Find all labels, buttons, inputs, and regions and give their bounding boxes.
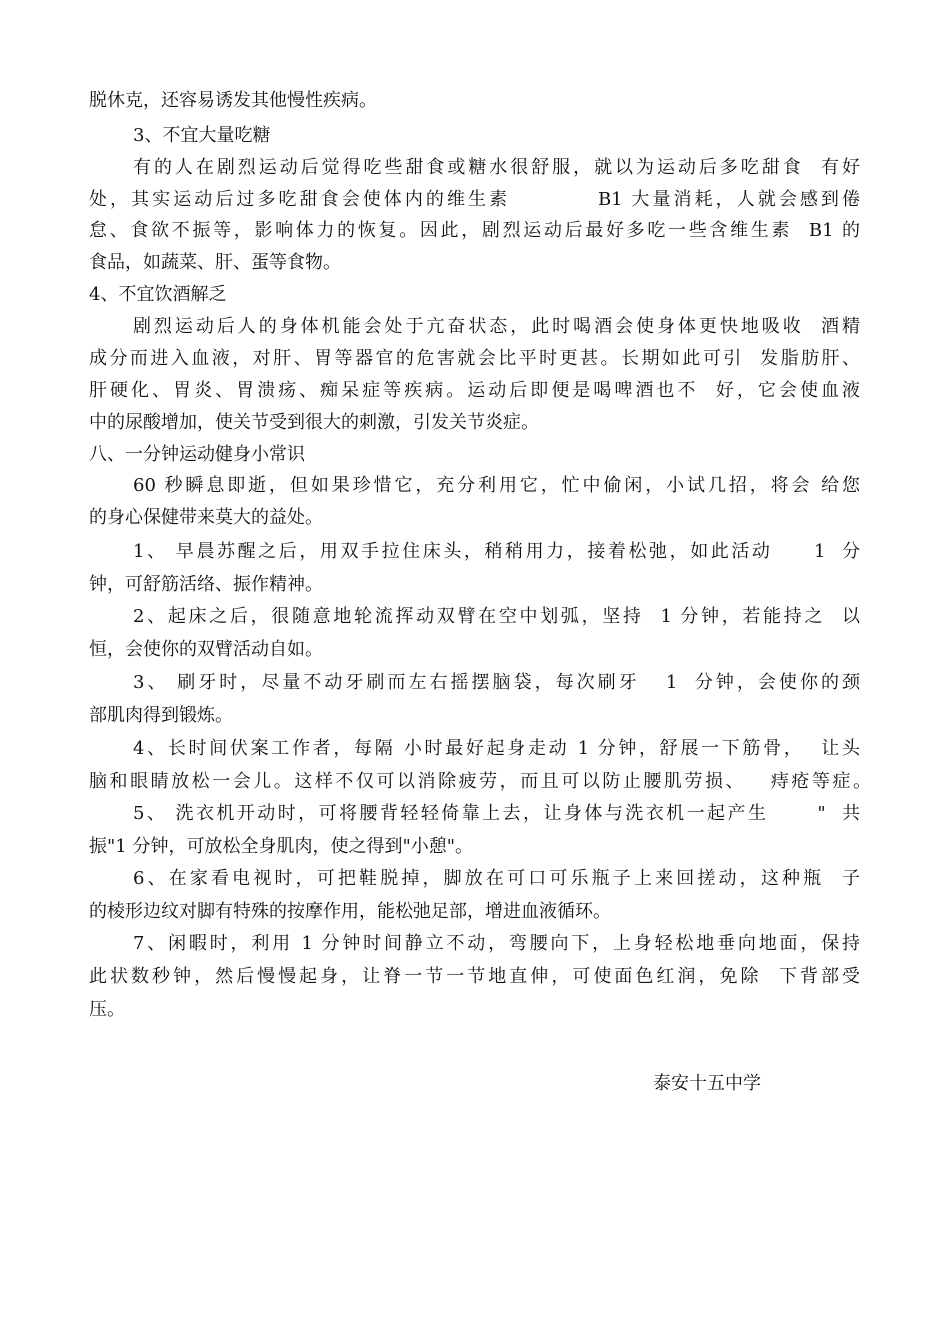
list-item-7: 7、闲暇时，利用 1 分钟时间静立不动，弯腰向下，上身轻松地垂向地面，保持 xyxy=(133,933,860,954)
body-line: 脱休克，还容易诱发其他慢性疾病。 xyxy=(89,90,377,111)
body-line: 60 秒瞬息即逝，但如果珍惜它，充分利用它，忙中偷闲，小试几招，将会 给您 xyxy=(133,475,860,496)
body-line: 脑和眼睛放松一会儿。这样不仅可以消除疲劳，而且可以防止腰肌劳损、 痔疮等症。 xyxy=(89,771,871,792)
body-line: 压。 xyxy=(89,999,125,1020)
body-line: 剧烈运动后人的身体机能会处于亢奋状态，此时喝酒会使身体更快地吸收 酒精 xyxy=(133,316,860,337)
body-line: 振"1 分钟，可放松全身肌肉，使之得到"小憩"。 xyxy=(89,836,474,857)
body-line: 钟，可舒筋活络、振作精神。 xyxy=(89,574,323,595)
body-line: 食品，如蔬菜、肝、蛋等食物。 xyxy=(89,252,341,273)
list-item-3: 3、 刷牙时，尽量不动牙刷而左右摇摆脑袋，每次刷牙 1 分钟，会使你的颈 xyxy=(133,672,860,693)
body-line: 怠、食欲不振等，影响体力的恢复。因此，剧烈运动后最好多吃一些含维生素 B1 的 xyxy=(89,220,860,241)
list-item-1: 1、 早晨苏醒之后，用双手拉住床头，稍稍用力，接着松弛，如此活动 1 分 xyxy=(133,541,860,562)
list-item-2: 2、起床之后，很随意地轮流挥动双臂在空中划弧，坚持 1 分钟，若能持之 以 xyxy=(133,606,860,627)
section-heading: 八、一分钟运动健身小常识 xyxy=(89,444,305,465)
body-line: 中的尿酸增加，使关节受到很大的刺激，引发关节炎症。 xyxy=(89,412,539,433)
signature: 泰安十五中学 xyxy=(653,1073,761,1094)
body-line: 处，其实运动后过多吃甜食会使体内的维生素 B1 大量消耗，人就会感到倦 xyxy=(89,189,860,210)
section-heading: 4、不宜饮酒解乏 xyxy=(89,284,227,305)
section-heading: 3、不宜大量吃糖 xyxy=(133,125,271,146)
list-item-4: 4、长时间伏案工作者，每隔 小时最好起身走动 1 分钟，舒展一下筋骨， 让头 xyxy=(133,738,860,759)
body-line: 恒，会使你的双臂活动自如。 xyxy=(89,639,323,660)
body-line: 成分而进入血液，对肝、胃等器官的危害就会比平时更甚。长期如此可引 发脂肪肝、 xyxy=(89,348,860,369)
list-item-6: 6、在家看电视时，可把鞋脱掉，脚放在可口可乐瓶子上来回搓动，这种瓶 子 xyxy=(133,868,860,889)
body-line: 有的人在剧烈运动后觉得吃些甜食或糖水很舒服，就以为运动后多吃甜食 有好 xyxy=(133,157,860,178)
body-line: 此状数秒钟，然后慢慢起身，让脊一节一节地直伸，可使面色红润，免除 下背部受 xyxy=(89,966,860,987)
body-line: 的棱形边纹对脚有特殊的按摩作用，能松弛足部，增进血液循环。 xyxy=(89,901,611,922)
list-item-5: 5、 洗衣机开动时，可将腰背轻轻倚靠上去，让身体与洗衣机一起产生 " 共 xyxy=(133,803,860,824)
body-line: 的身心保健带来莫大的益处。 xyxy=(89,507,323,528)
body-line: 部肌肉得到锻炼。 xyxy=(89,705,233,726)
body-line: 肝硬化、胃炎、胃溃疡、痴呆症等疾病。运动后即便是喝啤酒也不 好，它会使血液 xyxy=(89,380,860,401)
